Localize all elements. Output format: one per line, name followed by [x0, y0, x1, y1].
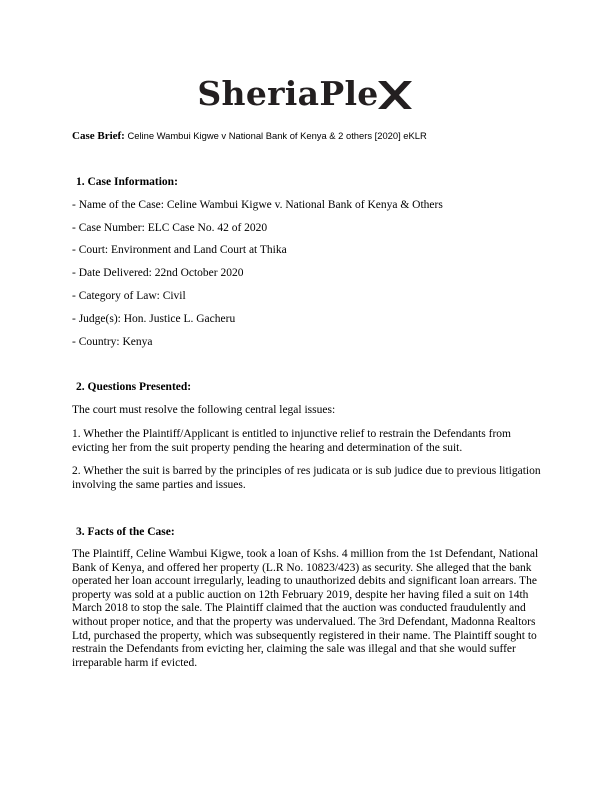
info-case-name: - Name of the Case: Celine Wambui Kigwe v. National Bank of Kenya & Others: [72, 199, 443, 211]
case-brief-label: Case Brief:: [72, 130, 125, 142]
question-item-2: 2. Whether the suit is barred by the principles of res judicata or is sub judice due to previous litigation involving the same parties and issues.: [72, 465, 541, 491]
logo-text: SheriaPle: [197, 74, 379, 113]
case-brief-line: [72, 130, 427, 142]
info-judges: - Judge(s): Hon. Justice L. Gacheru: [72, 313, 236, 325]
info-court: - Court: Environment and Land Court at Thika: [72, 244, 287, 256]
section-title-questions-presented: 2. Questions Presented:: [76, 381, 192, 393]
sheriaplex-logo: [0, 74, 612, 113]
info-country: - Country: Kenya: [72, 336, 153, 348]
info-case-number: - Case Number: ELC Case No. 42 of 2020: [72, 222, 268, 234]
case-brief-value: Celine Wambui Kigwe v National Bank of Kenya & 2 others [2020] eKLR: [127, 130, 427, 141]
info-date-delivered: - Date Delivered: 22nd October 2020: [72, 267, 244, 279]
logo-x-mark: [375, 79, 415, 111]
section-title-facts: 3. Facts of the Case:: [76, 526, 175, 538]
info-category: - Category of Law: Civil: [72, 290, 186, 302]
question-item-1: 1. Whether the Plaintiff/Applicant is entitled to injunctive relief to restrain the Defendants from evicting her from the suit property pending the hearing and determination of the suit.: [72, 428, 512, 454]
facts-body: The Plaintiff, Celine Wambui Kigwe, took a loan of Kshs. 4 million from the 1st Defendant, National Bank of Kenya, and offered her property (L.R No. 10823/423) as security. She alleged that the bank operated her loan account irregularly, leading to unauthorized debits and significant loan arrears. The property was sold at a public auction on 12th February 2019, despite her having filed a suit on 14th March 2018 to stop the sale. The Plaintiff claimed that the auction was conducted fraudulently and without proper notice, and that the property was undervalued. The 3rd Defendant, Madonna Realtors Ltd, purchased the property, which was subsequently registered in their name. The Plaintiff sought to restrain the Defendants from evicting her, claiming the sale was illegal and that she would suffer irreparable harm if evicted.: [72, 548, 539, 669]
section-title-case-information: 1. Case Information:: [76, 176, 178, 188]
questions-intro: The court must resolve the following central legal issues:: [72, 404, 336, 416]
